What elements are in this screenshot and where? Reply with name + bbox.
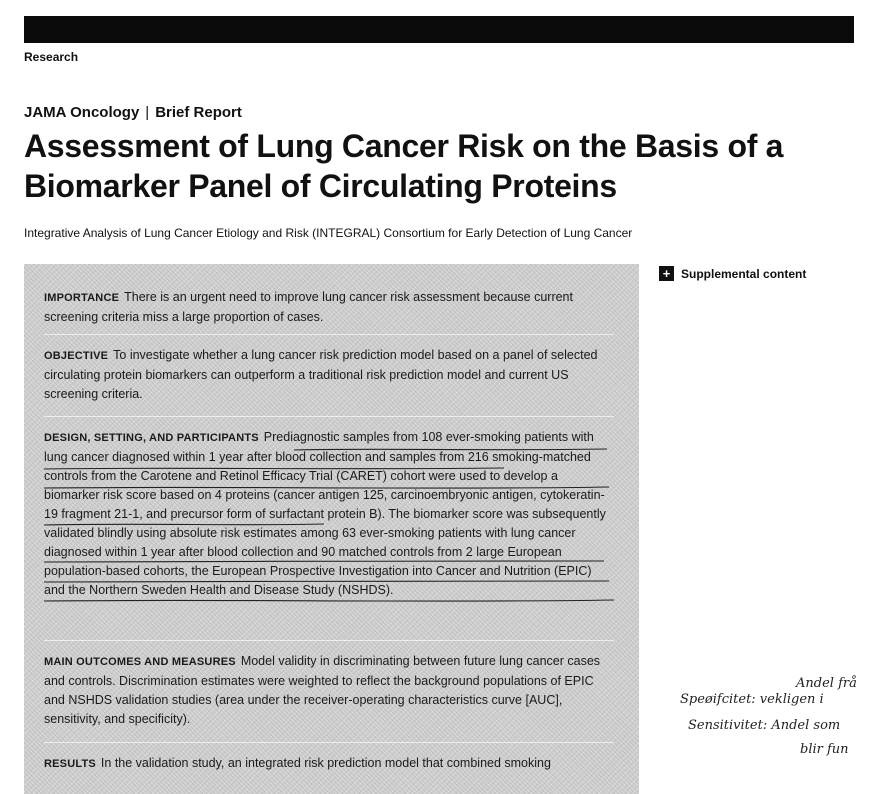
results-text: In the validation study, an integrated risk prediction model that combined smoking [100, 756, 551, 770]
abstract-outcomes [44, 652, 614, 729]
objective-heading: OBJECTIVE [44, 350, 109, 362]
journal-name: JAMA Oncology [24, 104, 140, 121]
section-label: Research [24, 50, 79, 64]
supplemental-label: Supplemental content [681, 266, 807, 281]
abstract-importance [44, 288, 614, 327]
handwritten-note: Speøifcitet: vekligen i [680, 692, 824, 707]
abstract-results [44, 754, 614, 774]
abstract-panel [24, 264, 639, 794]
design-text: Prediagnostic samples from 108 ever-smoking patients with lung cancer diagnosed within 1 year after blood collection and samples from 216 smoking-matched controls from the Carotene and Retinol Efficacy Trial (CARET) cohort were used to develop a biomarker risk score based on 4 proteins (cancer antigen 125, carcinoembryonic antigen, cytokeratin-19 fragment 21-1, and precursor form of surfactant protein B). The biomarker score was subsequently validated blindly using absolute risk estimates among 63 ever-smoking patients with lung cancer diagnosed within 1 year after blood collection and 90 matched controls from 2 large European population-based cohorts, the European Prospective Investigation into Cancer and Nutrition (EPIC) and the Northern Sweden Health and Disease Study (NSHDS). [44, 430, 606, 597]
design-heading: DESIGN, SETTING, AND PARTICIPANTS [44, 432, 259, 444]
supplemental-content-link[interactable] [659, 266, 806, 281]
article-title: Assessment of Lung Cancer Risk on the Basis of a Biomarker Panel of Circulating Proteins [24, 128, 784, 204]
abstract-divider [44, 334, 614, 335]
importance-heading: IMPORTANCE [44, 292, 120, 304]
abstract-divider [44, 640, 614, 641]
journal-line [24, 104, 242, 121]
abstract-divider [44, 416, 614, 417]
outcomes-text: Model validity in discriminating between future lung cancer cases and controls. Discrimination estimates were weighted to reflect the background populations of EPIC and NSHDS validation studies (area under the receiver-operating characteristics curve [AUC], sensitivity, and specificity). [44, 654, 601, 726]
abstract-design [44, 428, 614, 600]
objective-text: To investigate whether a lung cancer risk prediction model based on a panel of selected circulating protein biomarkers can outperform a traditional risk prediction model and current US screening criteria. [44, 348, 598, 401]
outcomes-heading: MAIN OUTCOMES AND MEASURES [44, 656, 236, 668]
handwritten-note: blir fun [800, 742, 849, 757]
author-group: Integrative Analysis of Lung Cancer Etiology and Risk (INTEGRAL) Consortium for Early Detection of Lung Cancer [24, 226, 633, 240]
handwritten-note: Sensitivitet: Andel som [688, 718, 841, 733]
abstract-objective [44, 346, 614, 404]
results-heading: RESULTS [44, 758, 96, 770]
plus-icon: + [659, 266, 674, 281]
article-type: Brief Report [155, 104, 242, 121]
importance-text: There is an urgent need to improve lung cancer risk assessment because current screening criteria miss a large proportion of cases. [44, 290, 573, 324]
journal-separator: | [145, 104, 150, 121]
top-banner [24, 16, 854, 43]
abstract-divider [44, 742, 614, 743]
handwritten-note: Andel frå [796, 676, 857, 691]
handwritten-annotations [680, 676, 881, 780]
